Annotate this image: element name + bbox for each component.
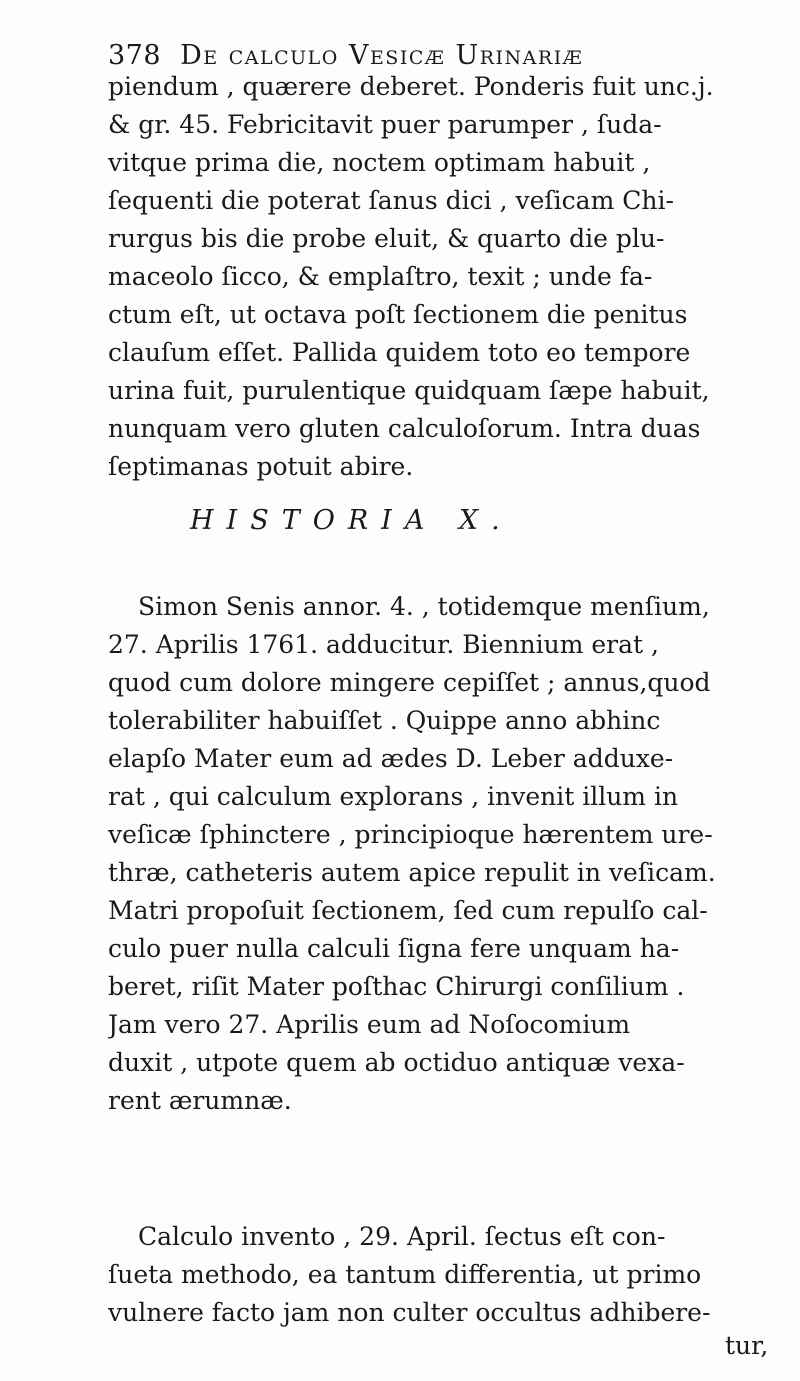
text-line: Simon Senis annor. 4. , totidemque menſium,	[138, 592, 710, 621]
catchword: tur,	[725, 1331, 769, 1360]
running-head	[108, 40, 583, 71]
text-line: ſueta methodo, ea tantum differentia, ut primo	[108, 1260, 702, 1289]
paragraph-calculo	[108, 1218, 768, 1332]
text-line: culo puer nulla calculi ſigna fere unquam ha-	[108, 934, 680, 963]
text-line: veſicæ ſphinctere , principioque hærentem ure-	[108, 820, 713, 849]
text-line: tolerabiliter habuiſſet . Quippe anno abhinc	[108, 706, 661, 735]
text-line: Matri propoſuit ſectionem, ſed cum repulſo cal-	[108, 896, 708, 925]
section-heading: HISTORIA X.	[190, 505, 513, 536]
text-line: clauſum eſſet. Pallida quidem toto eo tempore	[108, 338, 691, 367]
paragraph-continued	[108, 68, 768, 486]
text-line: 27. Aprilis 1761. adducitur. Biennium erat ,	[108, 630, 659, 659]
text-line: & gr. 45. Febricitavit puer parumper , ſuda-	[108, 110, 662, 139]
text-line: vitque prima die, noctem optimam habuit ,	[108, 148, 651, 177]
text-line: ctum eſt, ut octava poſt ſectionem die penitus	[108, 300, 688, 329]
running-title: De calculo Vesicæ Urinariæ	[180, 40, 584, 71]
text-line: piendum , quærere deberet. Ponderis fuit unc.j.	[108, 72, 714, 101]
paragraph-historia	[108, 588, 768, 1120]
text-line: beret, riſit Mater poſthac Chirurgi conſilium .	[108, 972, 685, 1001]
text-line: rat , qui calculum explorans , invenit illum in	[108, 782, 679, 811]
text-line: vulnere facto jam non culter occultus adhibere-	[108, 1298, 711, 1327]
text-line: Calculo invento , 29. April. ſectus eſt con-	[138, 1222, 666, 1251]
text-line: quod cum dolore mingere cepiſſet ; annus,quod	[108, 668, 711, 697]
text-line: rent ærumnæ.	[108, 1086, 292, 1115]
text-line: urina fuit, purulentique quidquam ſæpe habuit,	[108, 376, 710, 405]
text-line: elapſo Mater eum ad ædes D. Leber adduxe-	[108, 744, 674, 773]
text-line: maceolo ſicco, & emplaſtro, texit ; unde fa-	[108, 262, 653, 291]
page-number: 378	[108, 40, 162, 71]
text-line: rurgus bis die probe eluit, & quarto die plu-	[108, 224, 665, 253]
text-line: nunquam vero gluten calculoſorum. Intra duas	[108, 414, 701, 443]
text-line: duxit , utpote quem ab octiduo antiquæ vexa-	[108, 1048, 685, 1077]
text-line: ſeptimanas potuit abire.	[108, 452, 414, 481]
text-line: ſequenti die poterat ſanus dici , veſicam Chi-	[108, 186, 674, 215]
text-line: thræ, catheteris autem apice repulit in veſicam.	[108, 858, 716, 887]
text-line: Jam vero 27. Aprilis eum ad Noſocomium	[108, 1010, 631, 1039]
